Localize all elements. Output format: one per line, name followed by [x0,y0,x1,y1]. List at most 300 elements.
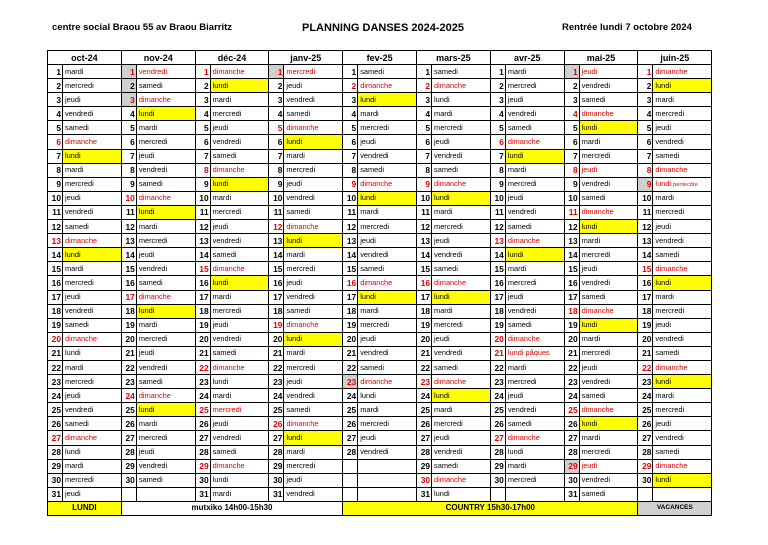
day-number: 9 [195,177,210,191]
day-number: 14 [269,248,284,262]
day-name [653,177,712,191]
day-number: 9 [490,177,505,191]
day-name: samedi [136,177,195,191]
day-row [48,360,712,374]
day-name: samedi [284,205,343,219]
day-number: 24 [195,389,210,403]
day-name: dimanche [579,403,638,417]
day-number: 24 [269,389,284,403]
day-name: vendredi [505,107,564,121]
day-number: 31 [195,487,210,501]
day-number: 11 [343,205,358,219]
day-number: 8 [195,163,210,177]
day-name: dimanche [432,276,491,290]
day-row [48,276,712,290]
day-name: lundi [210,276,269,290]
day-name: lundi [653,79,712,93]
day-number: 21 [269,346,284,360]
day-name: dimanche [358,276,417,290]
day-number: 11 [269,205,284,219]
day-number: 5 [490,121,505,135]
day-name: dimanche [579,205,638,219]
day-number: 16 [638,276,653,290]
day-name: lundi [136,205,195,219]
day-number: 3 [269,93,284,107]
day-name: lundi [505,445,564,459]
day-number: 6 [121,135,136,149]
empty-cell [136,487,195,501]
day-name: jeudi [579,163,638,177]
day-name: samedi [432,459,491,473]
day-name: mardi [63,163,122,177]
day-name: mercredi [210,107,269,121]
day-number: 28 [195,445,210,459]
day-name: mardi [653,290,712,304]
day-number: 3 [564,93,579,107]
empty-cell [343,473,358,487]
empty-cell [343,487,358,501]
day-name: vendredi [63,304,122,318]
day-number: 20 [490,332,505,346]
day-row [48,121,712,135]
day-number: 10 [638,191,653,205]
day-name: dimanche [63,332,122,346]
day-number: 12 [490,220,505,234]
day-number: 12 [48,220,63,234]
day-number: 17 [343,290,358,304]
day-name: vendredi [358,248,417,262]
day-name: vendredi [358,445,417,459]
day-number: 28 [417,445,432,459]
day-name: jeudi [358,135,417,149]
day-name: vendredi [579,473,638,487]
day-number: 7 [638,149,653,163]
day-name: vendredi [432,346,491,360]
day-name: lundi [432,191,491,205]
day-name: dimanche [579,304,638,318]
day-number: 5 [121,121,136,135]
day-name: vendredi [505,205,564,219]
day-name: lundi [210,375,269,389]
day-name: jeudi [505,290,564,304]
day-number: 22 [343,360,358,374]
empty-cell [505,487,564,501]
day-number: 26 [195,417,210,431]
day-number: 22 [490,360,505,374]
day-number: 26 [121,417,136,431]
day-name: samedi [432,262,491,276]
day-name: vendredi [136,65,195,79]
day-name: dimanche [210,65,269,79]
day-number: 14 [564,248,579,262]
day-name: lundi [63,149,122,163]
day-name: mardi [284,248,343,262]
day-number: 22 [564,360,579,374]
empty-cell [638,487,653,501]
day-number: 6 [564,135,579,149]
day-number: 2 [490,79,505,93]
day-name: lundi [63,346,122,360]
day-name: dimanche [505,234,564,248]
day-name: lundi [358,93,417,107]
day-name: jeudi [432,332,491,346]
day-number: 23 [490,375,505,389]
day-name: mardi [63,262,122,276]
day-name: samedi [358,360,417,374]
day-number: 30 [490,473,505,487]
day-name: jeudi [210,318,269,332]
day-name: vendredi [63,403,122,417]
day-name: vendredi [505,304,564,318]
day-name: lundi [284,431,343,445]
day-name: mardi [432,403,491,417]
day-name: mercredi [284,459,343,473]
day-number: 2 [564,79,579,93]
day-row [48,248,712,262]
day-name: jeudi [284,375,343,389]
day-number: 22 [195,360,210,374]
day-number: 17 [564,290,579,304]
day-number: 21 [638,346,653,360]
day-number: 31 [417,487,432,501]
day-name: dimanche [505,135,564,149]
day-name: samedi [136,375,195,389]
day-number: 29 [638,459,653,473]
day-name: mardi [284,445,343,459]
day-number: 31 [564,487,579,501]
day-name: vendredi [136,163,195,177]
day-number: 11 [490,205,505,219]
day-number: 1 [417,65,432,79]
day-number: 18 [564,304,579,318]
day-name: jeudi [432,431,491,445]
day-number: 30 [195,473,210,487]
day-number: 21 [490,346,505,360]
day-number: 16 [564,276,579,290]
day-number: 16 [343,276,358,290]
day-number: 22 [417,360,432,374]
day-name: samedi [63,318,122,332]
day-name: jeudi [63,389,122,403]
day-name: mardi [505,262,564,276]
day-number: 7 [269,149,284,163]
day-number: 5 [343,121,358,135]
month-header: juin-25 [638,51,712,65]
day-number: 19 [48,318,63,332]
day-name: vendredi [432,248,491,262]
day-number: 17 [417,290,432,304]
day-name: dimanche [653,360,712,374]
day-name: samedi [63,121,122,135]
day-number: 3 [343,93,358,107]
day-number: 28 [638,445,653,459]
day-name: lundi [284,332,343,346]
day-name: jeudi [284,177,343,191]
month-header: mai-25 [564,51,638,65]
day-number: 30 [48,473,63,487]
day-number: 13 [343,234,358,248]
day-number: 30 [121,473,136,487]
day-name: mercredi [63,177,122,191]
day-number: 26 [490,417,505,431]
day-number: 29 [195,459,210,473]
day-name: mardi [505,459,564,473]
day-name: mercredi [136,135,195,149]
day-name: vendredi [579,375,638,389]
day-name: dimanche [505,431,564,445]
day-name: mercredi [63,375,122,389]
day-number: 2 [343,79,358,93]
day-row [48,346,712,360]
day-name: jeudi [63,487,122,501]
day-number: 25 [269,403,284,417]
day-name: samedi [653,445,712,459]
day-number: 7 [48,149,63,163]
day-number: 21 [48,346,63,360]
day-number: 17 [638,290,653,304]
day-number: 14 [48,248,63,262]
day-name: mardi [432,304,491,318]
organization-label: centre social Braou 55 av Braou Biarritz [52,22,233,33]
day-name: mercredi [63,276,122,290]
day-name: mercredi [432,220,491,234]
day-name: dimanche [432,177,491,191]
day-row [48,459,712,473]
day-number: 28 [343,445,358,459]
day-name: jeudi [63,290,122,304]
day-number: 5 [638,121,653,135]
day-number: 10 [417,191,432,205]
day-number: 26 [343,417,358,431]
day-number: 20 [269,332,284,346]
day-number: 21 [195,346,210,360]
day-number: 4 [417,107,432,121]
day-number: 26 [638,417,653,431]
day-number: 17 [121,290,136,304]
day-name: dimanche [284,220,343,234]
day-number: 19 [638,318,653,332]
day-name: vendredi [210,431,269,445]
day-name: samedi [432,163,491,177]
day-name: jeudi [284,276,343,290]
day-name: lundi [210,473,269,487]
day-number: 26 [48,417,63,431]
day-number: 27 [638,431,653,445]
day-name: mardi [579,234,638,248]
day-number: 29 [121,459,136,473]
month-header: fev-25 [343,51,417,65]
day-number: 28 [121,445,136,459]
day-number: 7 [564,149,579,163]
day-number: 23 [48,375,63,389]
day-name: mardi [63,360,122,374]
day-name: dimanche [210,459,269,473]
day-row [48,135,712,149]
day-number: 27 [564,431,579,445]
day-number: 2 [195,79,210,93]
day-name: dimanche [284,318,343,332]
day-name: mardi [136,417,195,431]
day-name: lundi [358,389,417,403]
day-number: 6 [195,135,210,149]
day-name: dimanche [284,121,343,135]
day-number: 19 [564,318,579,332]
day-number: 17 [269,290,284,304]
day-number: 15 [121,262,136,276]
day-name: mercredi [579,445,638,459]
day-name: dimanche [358,79,417,93]
day-number: 12 [343,220,358,234]
day-number: 27 [417,431,432,445]
day-number: 20 [48,332,63,346]
day-row [48,191,712,205]
day-name: lundi [358,191,417,205]
day-name: mercredi [210,403,269,417]
day-number: 8 [269,163,284,177]
day-name: jeudi [653,417,712,431]
day-name: dimanche [136,93,195,107]
day-number: 13 [269,234,284,248]
day-number: 21 [121,346,136,360]
day-number: 6 [269,135,284,149]
day-name: mercredi [505,177,564,191]
day-number: 4 [564,107,579,121]
day-number: 18 [490,304,505,318]
day-name: dimanche [136,389,195,403]
day-number: 20 [638,332,653,346]
day-number: 6 [490,135,505,149]
day-name: samedi [284,107,343,121]
day-name: dimanche [210,163,269,177]
day-name: mardi [505,65,564,79]
day-number: 12 [564,220,579,234]
day-row [48,79,712,93]
day-number: 9 [638,177,653,191]
day-name: mercredi [136,332,195,346]
legend-mutxiko: mutxiko 14h00-15h30 [121,501,342,515]
day-name: jeudi [579,459,638,473]
day-row [48,389,712,403]
day-name: mardi [210,487,269,501]
day-name: lundi [63,445,122,459]
month-header: mars-25 [417,51,491,65]
day-name: mardi [210,93,269,107]
day-name: dimanche [136,191,195,205]
day-number: 27 [195,431,210,445]
day-number: 20 [121,332,136,346]
day-number: 23 [417,375,432,389]
day-number: 20 [417,332,432,346]
day-number: 8 [417,163,432,177]
day-name: mercredi [653,403,712,417]
day-name: lundi [284,135,343,149]
day-number: 9 [121,177,136,191]
day-number: 7 [417,149,432,163]
day-number: 1 [121,65,136,79]
day-name: mardi [210,389,269,403]
day-number: 27 [121,431,136,445]
day-name: mercredi [432,121,491,135]
day-number: 3 [121,93,136,107]
day-number: 3 [48,93,63,107]
day-number: 25 [48,403,63,417]
day-name: samedi [505,220,564,234]
day-number: 8 [490,163,505,177]
day-number: 8 [343,163,358,177]
day-name: vendredi [210,135,269,149]
day-number: 1 [195,65,210,79]
day-name: mardi [63,459,122,473]
day-number: 11 [121,205,136,219]
day-number: 14 [343,248,358,262]
day-name: mercredi [210,205,269,219]
day-name: mardi [505,163,564,177]
day-name: mercredi [136,234,195,248]
day-name: vendredi [63,205,122,219]
day-name: samedi [63,417,122,431]
day-name: samedi [432,65,491,79]
day-name: lundi [579,121,638,135]
day-number: 29 [564,459,579,473]
day-name: dimanche [653,65,712,79]
day-number: 22 [638,360,653,374]
day-name: mercredi [432,417,491,431]
day-name: jeudi [210,417,269,431]
day-number: 6 [343,135,358,149]
day-number: 29 [269,459,284,473]
day-number: 20 [564,332,579,346]
day-name: mardi [579,431,638,445]
day-number: 22 [48,360,63,374]
day-number: 23 [121,375,136,389]
day-number: 10 [490,191,505,205]
empty-cell [358,487,417,501]
day-name: mardi [579,332,638,346]
day-name: lundi [432,487,491,501]
day-number: 4 [638,107,653,121]
day-number: 13 [417,234,432,248]
day-name: jeudi [358,234,417,248]
day-name: vendredi [210,332,269,346]
day-name: lundi [432,290,491,304]
day-number: 26 [417,417,432,431]
day-name: jeudi [579,360,638,374]
day-name: lundi [136,304,195,318]
day-number: 30 [564,473,579,487]
day-name: lundi [432,93,491,107]
day-name: mardi [284,346,343,360]
day-name: mardi [284,149,343,163]
day-name: lundi [210,177,269,191]
day-name: dimanche [432,79,491,93]
month-header: oct-24 [48,51,122,65]
day-number: 30 [417,473,432,487]
day-number: 1 [638,65,653,79]
month-header: déc-24 [195,51,269,65]
day-name: vendredi [136,262,195,276]
day-number: 17 [48,290,63,304]
day-name: mardi [653,93,712,107]
day-name: jeudi [579,262,638,276]
day-number: 24 [343,389,358,403]
day-name: dimanche [653,459,712,473]
day-name: jeudi [358,431,417,445]
day-name: vendredi [579,276,638,290]
day-row [48,220,712,234]
day-number: 29 [417,459,432,473]
day-name: samedi [210,445,269,459]
day-name: lundi [653,276,712,290]
